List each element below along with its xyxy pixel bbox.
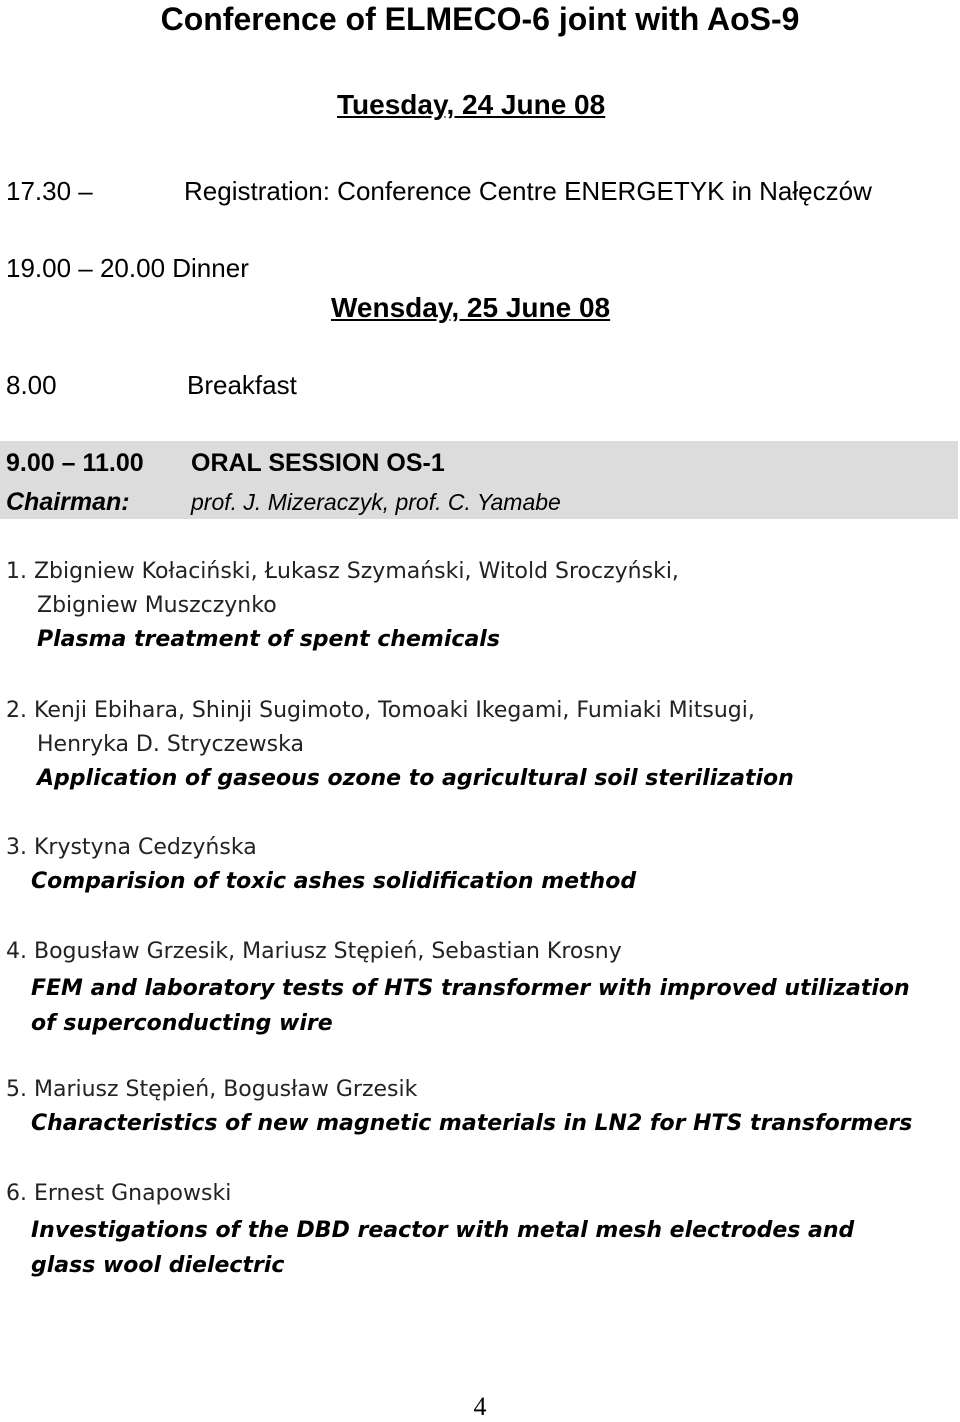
paper-3-title: Comparision of toxic ashes solidification method — [31, 869, 637, 894]
day-heading-tuesday: Tuesday, 24 June 08 — [337, 89, 606, 120]
paper-4-title: FEM and laboratory tests of HTS transformer with improved utilization of superconducting wire — [31, 976, 910, 1036]
breakfast-text: Breakfast — [187, 370, 297, 400]
paper-2-authors-line2: Henryka D. Stryczewska — [37, 732, 304, 757]
registration-time: 17.30 – — [6, 176, 93, 206]
paper-1-authors-line2: Zbigniew Muszczynko — [37, 593, 277, 618]
paper-1-authors-line1: 1. Zbigniew Kołaciński, Łukasz Szymański, Witold Sroczyński, — [6, 559, 679, 584]
registration-text: Registration: Conference Centre ENERGETYK in Nałęczów — [184, 176, 872, 206]
paper-3-authors: 3. Krystyna Cedzyńska — [6, 835, 257, 860]
document-title: Conference of ELMECO-6 joint with AoS-9 — [160, 1, 800, 37]
chairman-names: prof. J. Mizeraczyk, prof. C. Yamabe — [191, 489, 561, 515]
paper-1-title: Plasma treatment of spent chemicals — [37, 627, 500, 652]
chairman-label: Chairman: — [6, 488, 130, 516]
paper-5-title: Characteristics of new magnetic materials in LN2 for HTS transformers — [31, 1111, 913, 1136]
paper-6-authors: 6. Ernest Gnapowski — [6, 1181, 232, 1206]
page-number: 4 — [473, 1392, 487, 1421]
paper-2-authors-line1: 2. Kenji Ebihara, Shinji Sugimoto, Tomoaki Ikegami, Fumiaki Mitsugi, — [6, 698, 755, 723]
paper-5-authors: 5. Mariusz Stępień, Bogusław Grzesik — [6, 1077, 418, 1102]
session-name: ORAL SESSION OS-1 — [191, 449, 445, 477]
day-heading-wednesday: Wensday, 25 June 08 — [331, 292, 611, 323]
breakfast-time: 8.00 — [6, 370, 57, 400]
session-time: 9.00 – 11.00 — [6, 449, 144, 477]
paper-6-title: Investigations of the DBD reactor with metal mesh electrodes and glass wool dielectric — [31, 1218, 855, 1278]
paper-2-title: Application of gaseous ozone to agricultural soil sterilization — [37, 766, 794, 791]
dinner-line: 19.00 – 20.00 Dinner — [6, 253, 249, 283]
paper-4-authors: 4. Bogusław Grzesik, Mariusz Stępień, Sebastian Krosny — [6, 939, 622, 964]
